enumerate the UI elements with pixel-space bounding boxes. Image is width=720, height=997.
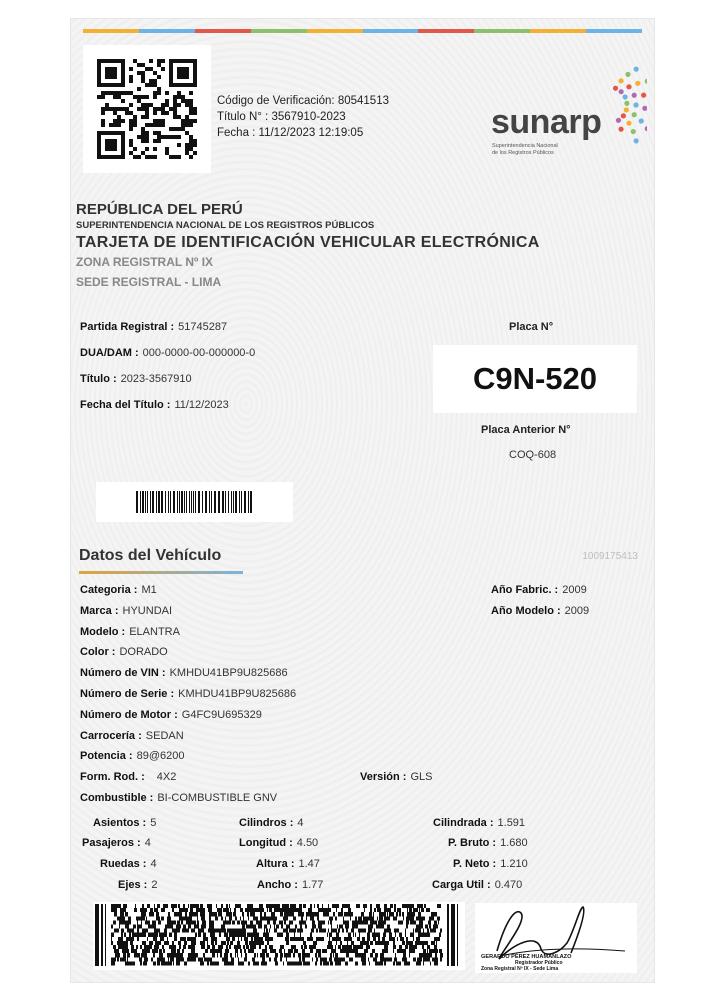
color-stripe xyxy=(83,29,642,33)
field-marca: Marca : HYUNDAI xyxy=(80,605,173,617)
field-ancho: Ancho : 1.77 xyxy=(257,879,324,891)
vehicle-id-card xyxy=(70,18,655,983)
stripe-segment xyxy=(474,29,530,33)
field-altura: Altura : 1.47 xyxy=(256,858,320,870)
field-ruedas: Ruedas : 4 xyxy=(100,858,157,870)
logo-subtitle xyxy=(492,143,558,157)
section-underline xyxy=(79,571,243,574)
stripe-segment xyxy=(307,29,363,33)
field-color: Color : DORADO xyxy=(80,646,168,658)
pdf417-barcode-icon xyxy=(95,904,461,966)
field-potencia: Potencia : 89@6200 xyxy=(80,750,185,762)
stripe-segment xyxy=(139,29,195,33)
field-p-neto: P. Neto : 1.210 xyxy=(453,858,528,870)
logo-wordmark: sunarp xyxy=(491,103,602,141)
field-titulo: Título : 2023-3567910 xyxy=(80,373,192,385)
field-combustible: Combustible : BI-COMBUSTIBLE GNV xyxy=(80,792,278,804)
qr-code xyxy=(83,45,211,173)
field-vin: Número de VIN : KMHDU41BP9U825686 xyxy=(80,667,288,679)
signature-zone: Zona Registral Nº IX - Sede Lima xyxy=(481,966,559,972)
section-title-datos: Datos del Vehículo xyxy=(79,547,222,564)
stripe-segment xyxy=(418,29,474,33)
stripe-segment xyxy=(195,29,251,33)
heading-tarjeta: TARJETA DE IDENTIFICACIÓN VEHICULAR ELECTRÓNICA xyxy=(76,234,540,251)
heading-zona: ZONA REGISTRAL Nº IX xyxy=(76,255,214,269)
verification-code: Código de Verificación: 80541513 xyxy=(217,95,389,107)
stripe-segment xyxy=(586,29,642,33)
field-form-rod: Form. Rod. : 4X2 xyxy=(80,771,177,783)
signature-role: Registrador Público xyxy=(515,960,563,966)
heading-republica: REPÚBLICA DEL PERÚ xyxy=(76,201,243,218)
field-cilindrada: Cilindrada : 1.591 xyxy=(433,817,526,829)
field-ano-modelo: Año Modelo : 2009 xyxy=(491,605,590,617)
field-categoria: Categoria : M1 xyxy=(80,584,157,596)
field-fecha-titulo: Fecha del Título : 11/12/2023 xyxy=(80,399,229,411)
field-ejes: Ejes : 2 xyxy=(118,879,158,891)
document-serial: 1009175413 xyxy=(582,551,638,562)
heading-sede: SEDE REGISTRAL - LIMA xyxy=(76,275,222,289)
field-motor: Número de Motor : G4FC9U695329 xyxy=(80,709,262,721)
signature-icon xyxy=(475,903,637,973)
field-p-bruto: P. Bruto : 1.680 xyxy=(448,837,528,849)
field-pasajeros: Pasajeros : 4 xyxy=(82,837,151,849)
field-cilindros: Cilindros : 4 xyxy=(239,817,304,829)
field-carga-util: Carga Util : 0.470 xyxy=(432,879,523,891)
field-version: Versión : GLS xyxy=(360,771,433,783)
field-asientos: Asientos : 5 xyxy=(93,817,157,829)
title-number: Título N° : 3567910-2023 xyxy=(217,111,346,123)
sunarp-logo xyxy=(487,59,647,159)
plate-number: C9N-520 xyxy=(433,345,637,413)
logo-subtitle-line2: de los Registros Públicos xyxy=(492,150,554,156)
field-longitud: Longitud : 4.50 xyxy=(239,837,319,849)
heading-superintendencia: SUPERINTENDENCIA NACIONAL DE LOS REGISTROS PÚBLICOS xyxy=(76,220,375,231)
stripe-segment xyxy=(530,29,586,33)
field-modelo: Modelo : ELANTRA xyxy=(80,626,180,638)
previous-plate-number: COQ-608 xyxy=(509,449,557,461)
issue-date: Fecha : 11/12/2023 12:19:05 xyxy=(217,127,364,139)
registrar-signature xyxy=(475,903,637,973)
stripe-segment xyxy=(83,29,139,33)
signature-name: GERARDO PÉREZ HUAMANLAZO xyxy=(481,954,572,960)
plate-label: Placa N° xyxy=(509,321,554,333)
field-partida: Partida Registral : 51745287 xyxy=(80,321,228,333)
small-barcode xyxy=(96,482,293,522)
verification-block xyxy=(217,93,389,141)
qr-code-icon xyxy=(97,59,197,159)
pdf417-barcode xyxy=(93,902,465,970)
previous-plate-label: Placa Anterior N° xyxy=(481,424,571,436)
field-dua: DUA/DAM : 000-0000-00-000000-0 xyxy=(80,347,256,359)
barcode-icon xyxy=(136,491,254,513)
stripe-segment xyxy=(363,29,419,33)
field-carroceria: Carrocería : SEDAN xyxy=(80,730,184,742)
field-serie: Número de Serie : KMHDU41BP9U825686 xyxy=(80,688,297,700)
logo-subtitle-line1: Superintendencia Nacional xyxy=(492,143,558,149)
field-ano-fabric: Año Fabric. : 2009 xyxy=(491,584,587,596)
stripe-segment xyxy=(251,29,307,33)
